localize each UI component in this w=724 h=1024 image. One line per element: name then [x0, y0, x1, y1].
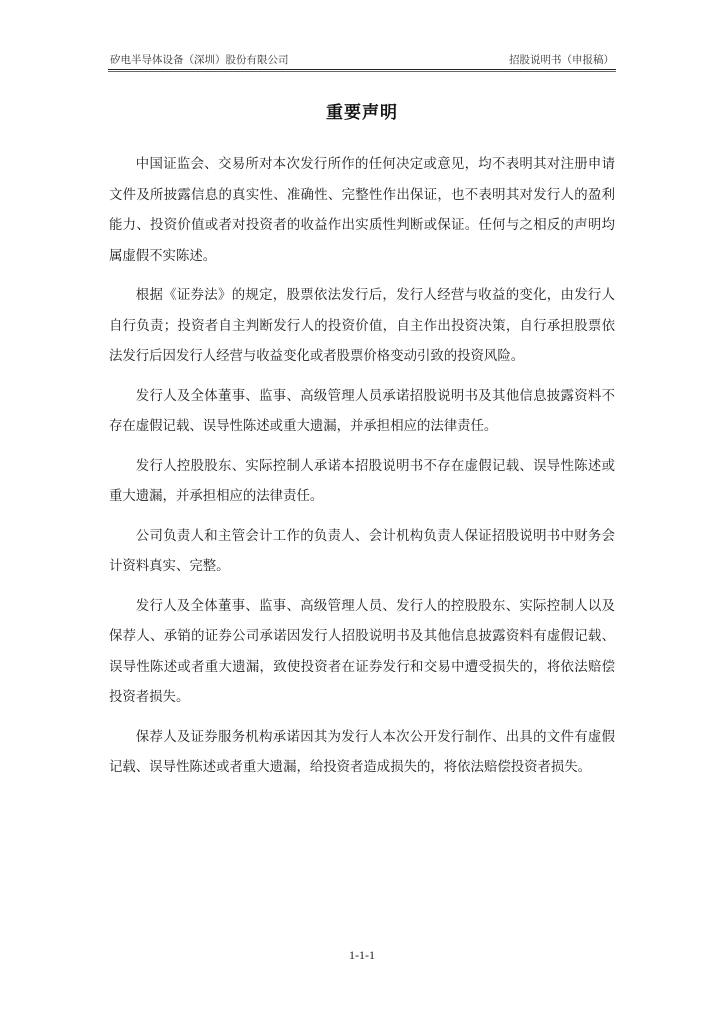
header-divider-thin — [108, 71, 616, 72]
page-number: 1-1-1 — [349, 948, 375, 962]
paragraph-2: 根据《证券法》的规定，股票依法发行后，发行人经营与收益的变化，由发行人自行负责；投资者自主判断发行人的投资价值，自主作出投资决策，自行承担股票依法发行后因发行人经营与收益变化或者股票价格变动引致的投资风险。 — [109, 288, 615, 364]
paragraph-5: 公司负责人和主管会计工作的负责人、会计机构负责人保证招股说明书中财务会计资料真实、完整。 — [109, 528, 615, 574]
page-header — [108, 52, 616, 68]
paragraph-4: 发行人控股股东、实际控制人承诺本招股说明书不存在虚假记载、误导性陈述或重大遗漏，并承担相应的法律责任。 — [109, 458, 615, 504]
page-title: 重要声明 — [326, 103, 398, 123]
paragraph-1: 中国证监会、交易所对本次发行所作的任何决定或意见，均不表明其对注册申请文件及所披露信息的真实性、准确性、完整性作出保证，也不表明其对发行人的盈利能力、投资价值或者对投资者的收益作出实质性判断或保证。任何与之相反的声明均属虚假不实陈述。 — [109, 157, 615, 264]
header-divider — [108, 69, 616, 70]
paragraph-6: 发行人及全体董事、监事、高级管理人员、发行人的控股股东、实际控制人以及保荐人、承销的证券公司承诺因发行人招股说明书及其他信息披露资料有虚假记载、误导性陈述或者重大遗漏，致使投资者在证券发行和交易中遭受损失的，将依法赔偿投资者损失。 — [109, 598, 615, 705]
header-company-name: 矽电半导体设备（深圳）股份有限公司 — [110, 54, 289, 66]
document-body — [109, 150, 615, 793]
paragraph-7: 保荐人及证券服务机构承诺因其为发行人本次公开发行制作、出具的文件有虚假记载、误导性陈述或者重大遗漏，给投资者造成损失的，将依法赔偿投资者损失。 — [109, 729, 615, 775]
header-document-type: 招股说明书（申报稿） — [509, 54, 614, 66]
paragraph-3: 发行人及全体董事、监事、高级管理人员承诺招股说明书及其他信息披露资料不存在虚假记载、误导性陈述或重大遗漏，并承担相应的法律责任。 — [109, 388, 615, 434]
